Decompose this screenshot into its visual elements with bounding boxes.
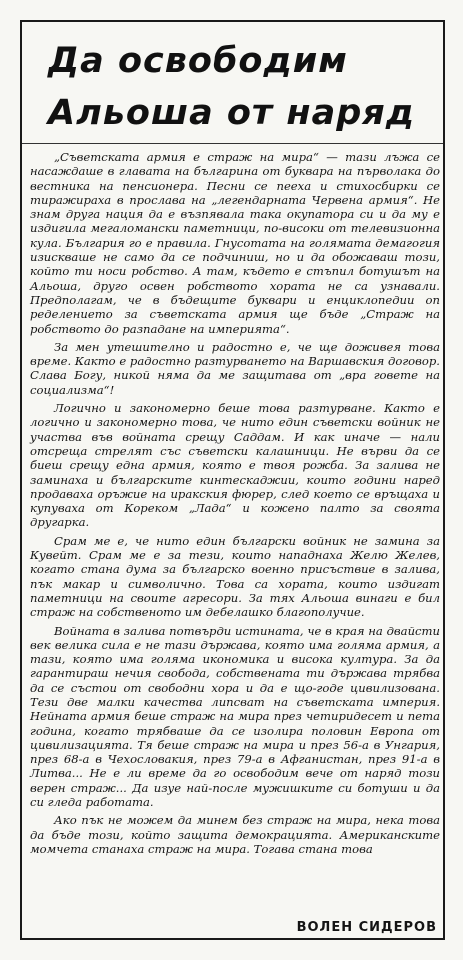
article-title (48, 35, 443, 139)
article-paragraph: Срам ме е, че нито един български войник не замина за Кувейт. Срам ме е за тези, които нападнаха Желю Желев, когато стана дума за българско военно присъствие в залива, пък макар и символично. Това са хората, които издигат паметници на своите агресори. За тях Альоша винаги е бил страж на собственото им дебелашко благополучие. (30, 533, 440, 620)
article-paragraph: Ако пък не можем да минем без страж на мира, нека това да бъде този, който защита демокрацията. Американските момчета станаха страж на мира. Тогава стана това (30, 813, 440, 856)
author-signature: ВОЛЕН СИДЕРОВ (296, 920, 437, 935)
article-title-line-2: Альоша от наряд (48, 93, 415, 133)
article-paragraph: „Съветската армия е страж на мира“ — тази лъжа се насаждаше в главата на българина от буквара на първолака до вестника на пенсионера. Песни се пееха и стихосбирки се тиражираха в прослава на „легендарната Червена армия“. Не знам друга нация да е възпявала така окупатора си и да му е издигила мегаломански паметници, по-високи от телевизионна кула. България го е правила. Гнусотата на голямата демагогия изискваше не само да се подчиниш, но и да обожаваш този, който ти носи робство. А там, където е стъпил ботушът на Альоша, друго освен робството хората не са узнавали. Предполагам, че в бъдещите буквари и енциклопедии оп ределението за съветската армия ще бъде „Страж на робството до разпадане на империята“. (30, 150, 440, 336)
article-title-line-1: Да освободим (48, 41, 348, 81)
title-divider (22, 143, 443, 144)
article-paragraph: За мен утешително и радостно е, че ще доживея това време. Както е радостно разтурването на Варшавския договор. Слава Богу, никой няма да ме защитава от „вра говете на социализма“! (30, 339, 440, 397)
article-paragraph: Войната в залива потвърди истината, че в края на двайсти век велика сила е не тази държава, която има голяма армия, а тази, която има голяма икономика и висока култура. За да гарантираш нечия свобода, собствената ти държава трябва да се състои от свободни хора и да е що-годе цивилизована. Тези две малки качества липсват на съветската империя. Нейната армия беше страж на мира през четиридесет и пета година, когато трябваше да се изолира половин Европа от цивилизацията. Тя беше страж на мира и през 56-а в Унгария, през 68-а в Чехословакия, през 79-а в Афганистан, през 91-а в Литва... Не е ли време да го освободим вече от наряд този верен страж... Да изуе най-после мужишките си ботуши и да си гледа работата. (30, 623, 440, 810)
article-body (30, 150, 440, 860)
article-paragraph: Логично и закономерно беше това разтурване. Както е логично и закономерно това, че нито един съветски войник не участва във войната срещу Саддам. И как иначе — нали отсреща стрелят със съветски калашници. Не върви да се биеш срещу една армия, която е твоя рожба. За залива не заминаха и българските кинтескаджии, които години наред продаваха оръжие на иракския фюрер, след което се връщаха и купуваха от Кореком „Лада“ и кожено палто за своята другарка. (30, 401, 440, 530)
